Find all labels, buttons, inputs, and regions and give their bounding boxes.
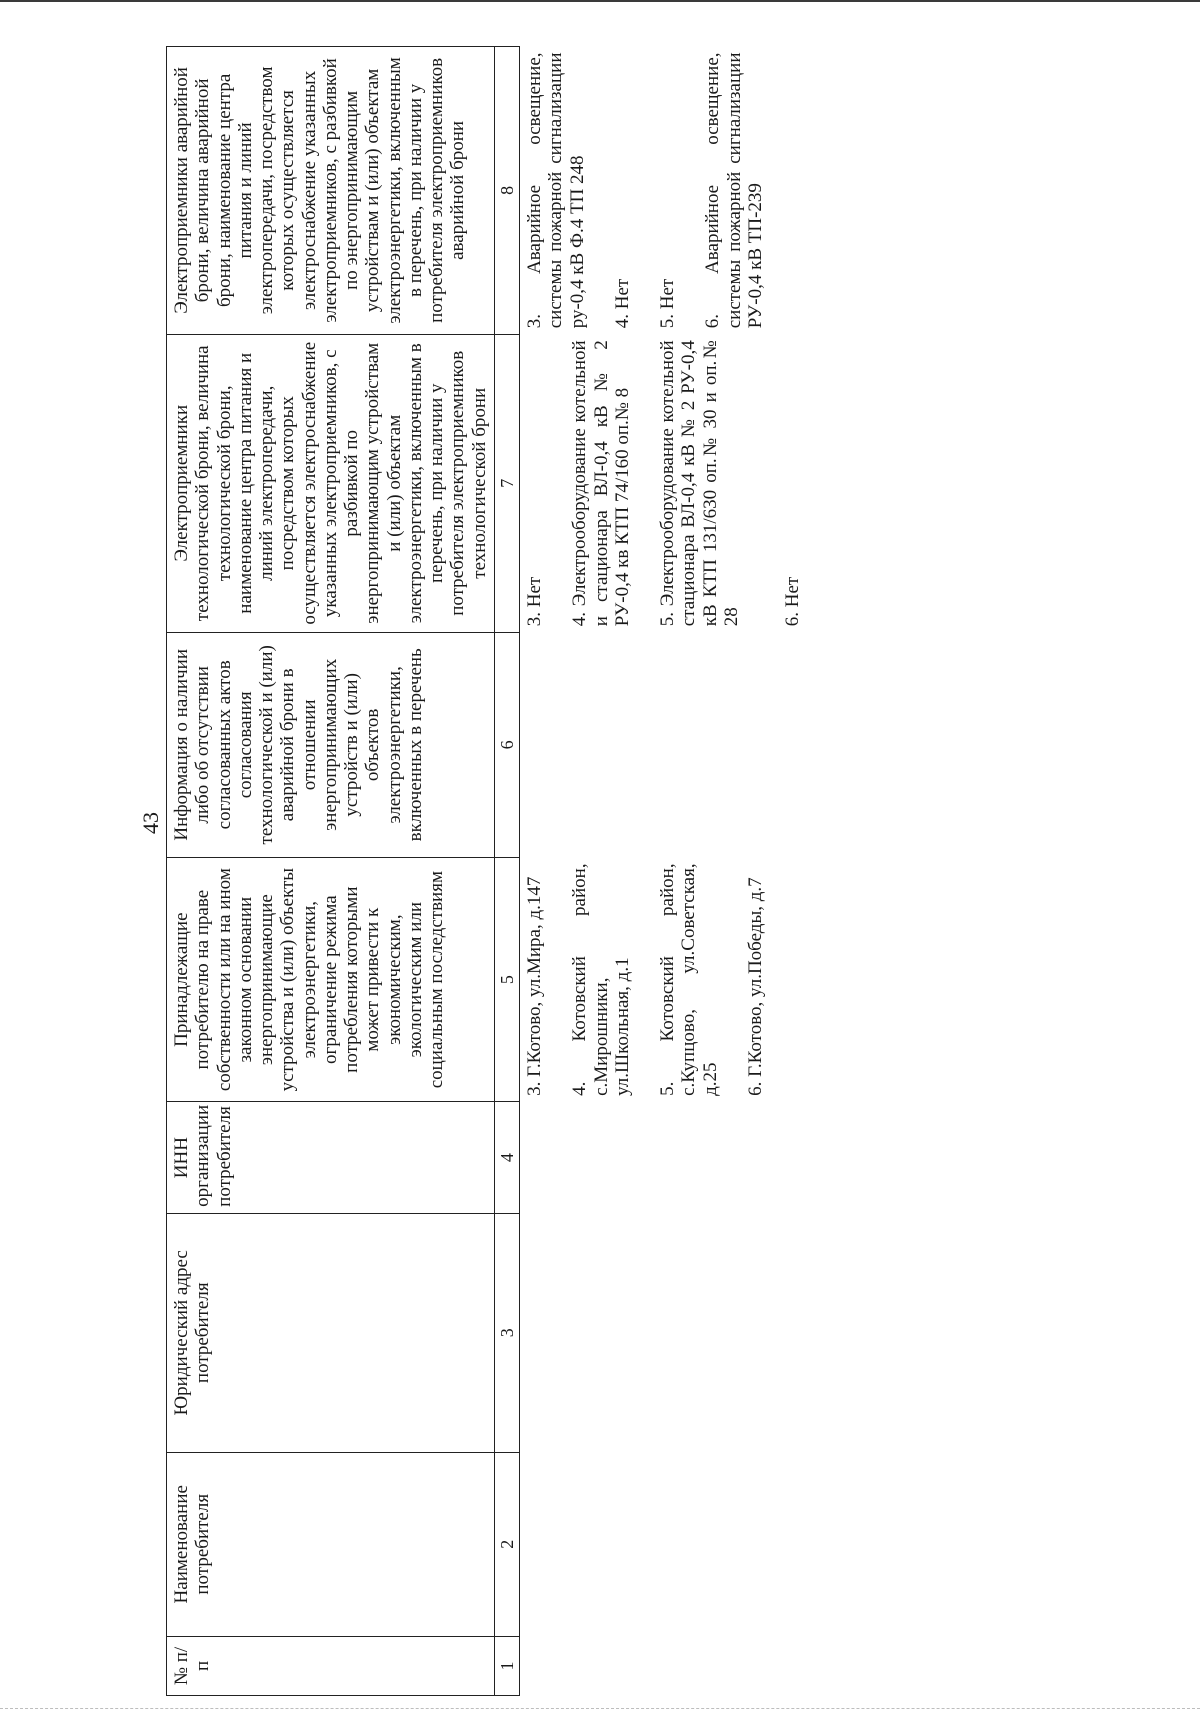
tech-reserve-entry: 5. Электрооборудование котельной стационара ВЛ-0,4 кВ № 2 РУ-0,4 кВ КТП 131/630 оп.№ 30 и оп.№ 28 [657, 340, 742, 627]
column-number: 1 [494, 1636, 519, 1695]
column-number: 6 [494, 632, 519, 857]
tech-reserve-entry: 6. Нет [782, 576, 804, 627]
page-number: 43 [138, 812, 163, 834]
cell-tech-reserve [520, 334, 832, 632]
column-number: 4 [494, 1102, 519, 1213]
column-number: 2 [494, 1452, 519, 1636]
tech-reserve-entry: 3. Нет [524, 576, 546, 627]
cell-inn [520, 1102, 832, 1213]
emergency-reserve-entry: 4. Нет [611, 278, 633, 329]
header-cell-address: Юридический адрес потребителя [167, 1213, 495, 1452]
emergency-reserve-entry: 5. Нет [657, 278, 679, 329]
rotated-table-container [166, 46, 1176, 1696]
column-number: 5 [494, 857, 519, 1102]
cell-address [520, 1213, 832, 1452]
header-cell-inn: ИНН организации потребителя [167, 1102, 495, 1213]
header-cell-acts: Информация о наличии либо об отсутствии согласованных актов согласования технологической и (или) аварийной брони в отношении энергопринимающих устройств и (или) объектов электроэнергетики, включенных в перечень [167, 632, 495, 857]
cell-num [520, 1636, 832, 1695]
device-entry: 4. Котовский район, с.Мирошники, ул.Школьная, д.1 [569, 863, 633, 1096]
scan-top-edge [0, 0, 1200, 10]
header-cell-name: Наименование потребителя [167, 1452, 495, 1636]
consumer-table [166, 46, 832, 1696]
cell-name [520, 1452, 832, 1636]
header-row [167, 47, 495, 1696]
device-entry: 3. Г.Котово, ул.Мира, д.147 [524, 876, 546, 1096]
column-number: 8 [494, 47, 519, 335]
header-cell-num: № п/п [167, 1636, 495, 1695]
cell-acts [520, 632, 832, 857]
emergency-reserve-entry: 6. Аварийное освещение, системы пожарной сигнализации РУ-0,4 кВ ТП-239 [702, 52, 766, 329]
tech-reserve-entry: 4. Электрооборудование котельной и стационара ВЛ-0,4 кВ № 2 РУ-0,4 кв КТП 74/160 оп.№ 8 [569, 340, 633, 627]
table-row [520, 47, 832, 1696]
device-entry: 6. Г.Котово, ул.Победы, д.7 [745, 877, 766, 1096]
header-cell-tech-reserve: Электроприемники технологической брони, величина технологической брони, наименование центра питания и линий электропередачи, посредством которых осуществляется электроснабжение указанных электроприемников, с разбивкой по энергопринимающим устройствам и (или) объектам электроэнергетики, включенным в перечень, при наличии у потребителя электроприемников технологической брони [167, 334, 495, 632]
device-entry: 5. Котовский район, с.Купцово, ул.Советская, д.25 [657, 863, 721, 1096]
cell-devices [520, 857, 832, 1102]
header-cell-emergency-reserve: Электроприемники аварийной брони, величина аварийной брони, наименование центра питания и линий электропередачи, посредством которых осуществляется электроснабжение указанных электроприемников, с разбивкой по энергопринимающим устройствам и (или) объектам электроэнергетики, включенным в перечень, при наличии у потребителя электроприемников аварийной брони [167, 47, 495, 335]
emergency-reserve-entry: 3. Аварийное освещение, системы пожарной сигнализации ру-0,4 кВ Ф.4 ТП 248 [524, 52, 588, 329]
header-cell-devices: Принадлежащие потребителю на праве собственности или на ином законном основании энергопринимающие устройства и (или) объекты электроэнергетики, ограничение режима потребления которыми может привести к экономическим, экологическим или социальным последствиям [167, 857, 495, 1102]
column-number: 3 [494, 1213, 519, 1452]
column-number-row [494, 47, 519, 1696]
scan-bottom-edge [0, 1708, 1200, 1717]
column-number: 7 [494, 334, 519, 632]
cell-emergency-reserve [520, 47, 832, 335]
